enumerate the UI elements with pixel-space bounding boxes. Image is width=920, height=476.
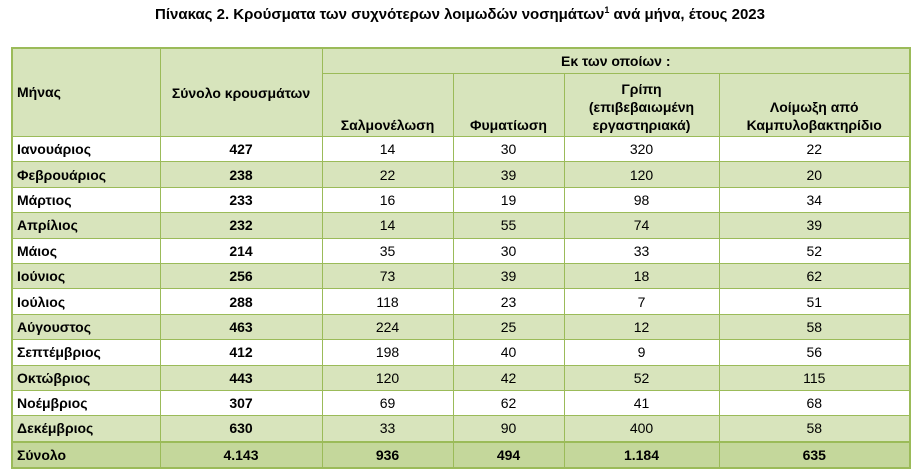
table-row: [12, 289, 910, 314]
table-row: [12, 263, 910, 288]
header-of-which: Εκ των οποίων :: [322, 48, 910, 74]
table-title: [0, 6, 920, 23]
sum-cell-tuberculosis: 494: [453, 442, 564, 468]
cell-tuberculosis: 42: [453, 365, 564, 390]
cell-month: Απρίλιος: [12, 213, 160, 238]
cell-month: Σεπτέμβριος: [12, 340, 160, 365]
cell-month: Μάρτιος: [12, 187, 160, 212]
cell-month: Ιούλιος: [12, 289, 160, 314]
cell-tuberculosis: 19: [453, 187, 564, 212]
cell-flu: 33: [564, 238, 719, 263]
cell-tuberculosis: 40: [453, 340, 564, 365]
cell-tuberculosis: 30: [453, 238, 564, 263]
cell-total: 412: [160, 340, 322, 365]
cell-flu: 18: [564, 263, 719, 288]
cell-flu: 400: [564, 416, 719, 442]
cell-total: 238: [160, 162, 322, 187]
cell-campylobacter: 34: [719, 187, 910, 212]
cell-salmonella: 14: [322, 213, 453, 238]
table-row: [12, 137, 910, 162]
cell-campylobacter: 39: [719, 213, 910, 238]
cell-tuberculosis: 62: [453, 390, 564, 415]
table-body: [12, 137, 910, 469]
cell-campylobacter: 58: [719, 314, 910, 339]
cell-total: 307: [160, 390, 322, 415]
cell-total: 256: [160, 263, 322, 288]
cell-flu: 320: [564, 137, 719, 162]
cell-campylobacter: 51: [719, 289, 910, 314]
cell-campylobacter: 20: [719, 162, 910, 187]
cell-campylobacter: 58: [719, 416, 910, 442]
cell-month: Ιανουάριος: [12, 137, 160, 162]
table-row: [12, 390, 910, 415]
cell-salmonella: 22: [322, 162, 453, 187]
cell-tuberculosis: 30: [453, 137, 564, 162]
cell-tuberculosis: 23: [453, 289, 564, 314]
cell-salmonella: 69: [322, 390, 453, 415]
cell-salmonella: 35: [322, 238, 453, 263]
header-campylobacter: Λοίμωξη από Καμπυλοβακτηρίδιο: [719, 74, 910, 137]
sum-cell-total: 4.143: [160, 442, 322, 468]
cell-campylobacter: 62: [719, 263, 910, 288]
cell-tuberculosis: 39: [453, 162, 564, 187]
table-row: [12, 213, 910, 238]
cell-salmonella: 120: [322, 365, 453, 390]
cell-total: 214: [160, 238, 322, 263]
data-table: [11, 47, 911, 469]
table-row: [12, 416, 910, 442]
title-footnote-mark: 1: [604, 5, 610, 15]
cell-salmonella: 73: [322, 263, 453, 288]
cell-flu: 98: [564, 187, 719, 212]
cell-tuberculosis: 90: [453, 416, 564, 442]
table-row: [12, 238, 910, 263]
cell-campylobacter: 56: [719, 340, 910, 365]
table-row: [12, 187, 910, 212]
cell-campylobacter: 115: [719, 365, 910, 390]
cell-salmonella: 16: [322, 187, 453, 212]
sum-cell-campylobacter: 635: [719, 442, 910, 468]
cell-tuberculosis: 55: [453, 213, 564, 238]
cell-total: 463: [160, 314, 322, 339]
cell-total: 630: [160, 416, 322, 442]
cell-flu: 7: [564, 289, 719, 314]
cell-tuberculosis: 39: [453, 263, 564, 288]
cell-tuberculosis: 25: [453, 314, 564, 339]
cell-total: 288: [160, 289, 322, 314]
cell-month: Μάιος: [12, 238, 160, 263]
cell-flu: 9: [564, 340, 719, 365]
header-month: Μήνας: [12, 48, 160, 137]
header-salmonella: Σαλμονέλωση: [322, 74, 453, 137]
cell-flu: 120: [564, 162, 719, 187]
cell-salmonella: 198: [322, 340, 453, 365]
cell-salmonella: 224: [322, 314, 453, 339]
cell-month: Ιούνιος: [12, 263, 160, 288]
cell-flu: 41: [564, 390, 719, 415]
cell-campylobacter: 68: [719, 390, 910, 415]
cell-month: Αύγουστος: [12, 314, 160, 339]
sum-cell-salmonella: 936: [322, 442, 453, 468]
cell-month: Δεκέμβριος: [12, 416, 160, 442]
cell-total: 427: [160, 137, 322, 162]
cell-month: Φεβρουάριος: [12, 162, 160, 187]
table-row: [12, 314, 910, 339]
cell-salmonella: 14: [322, 137, 453, 162]
sum-cell-month: Σύνολο: [12, 442, 160, 468]
title-suffix: ανά μήνα, έτους 2023: [609, 6, 765, 23]
title-text: Πίνακας 2. Κρούσματα των συχνότερων λοιμωδών νοσημάτων: [155, 6, 605, 23]
cell-month: Οκτώβριος: [12, 365, 160, 390]
cell-campylobacter: 52: [719, 238, 910, 263]
cell-total: 232: [160, 213, 322, 238]
sum-cell-flu: 1.184: [564, 442, 719, 468]
table-row: [12, 365, 910, 390]
cell-month: Νοέμβριος: [12, 390, 160, 415]
cell-campylobacter: 22: [719, 137, 910, 162]
cell-salmonella: 33: [322, 416, 453, 442]
cell-total: 233: [160, 187, 322, 212]
table-row-total: [12, 442, 910, 468]
cell-total: 443: [160, 365, 322, 390]
cell-flu: 12: [564, 314, 719, 339]
cell-flu: 74: [564, 213, 719, 238]
header-total: Σύνολο κρουσμάτων: [160, 48, 322, 137]
table-header: [12, 48, 910, 137]
header-tuberculosis: Φυματίωση: [453, 74, 564, 137]
table-row: [12, 340, 910, 365]
cell-salmonella: 118: [322, 289, 453, 314]
table-row: [12, 162, 910, 187]
header-flu: Γρίπη (επιβεβαιωμένη εργαστηριακά): [564, 74, 719, 137]
cell-flu: 52: [564, 365, 719, 390]
